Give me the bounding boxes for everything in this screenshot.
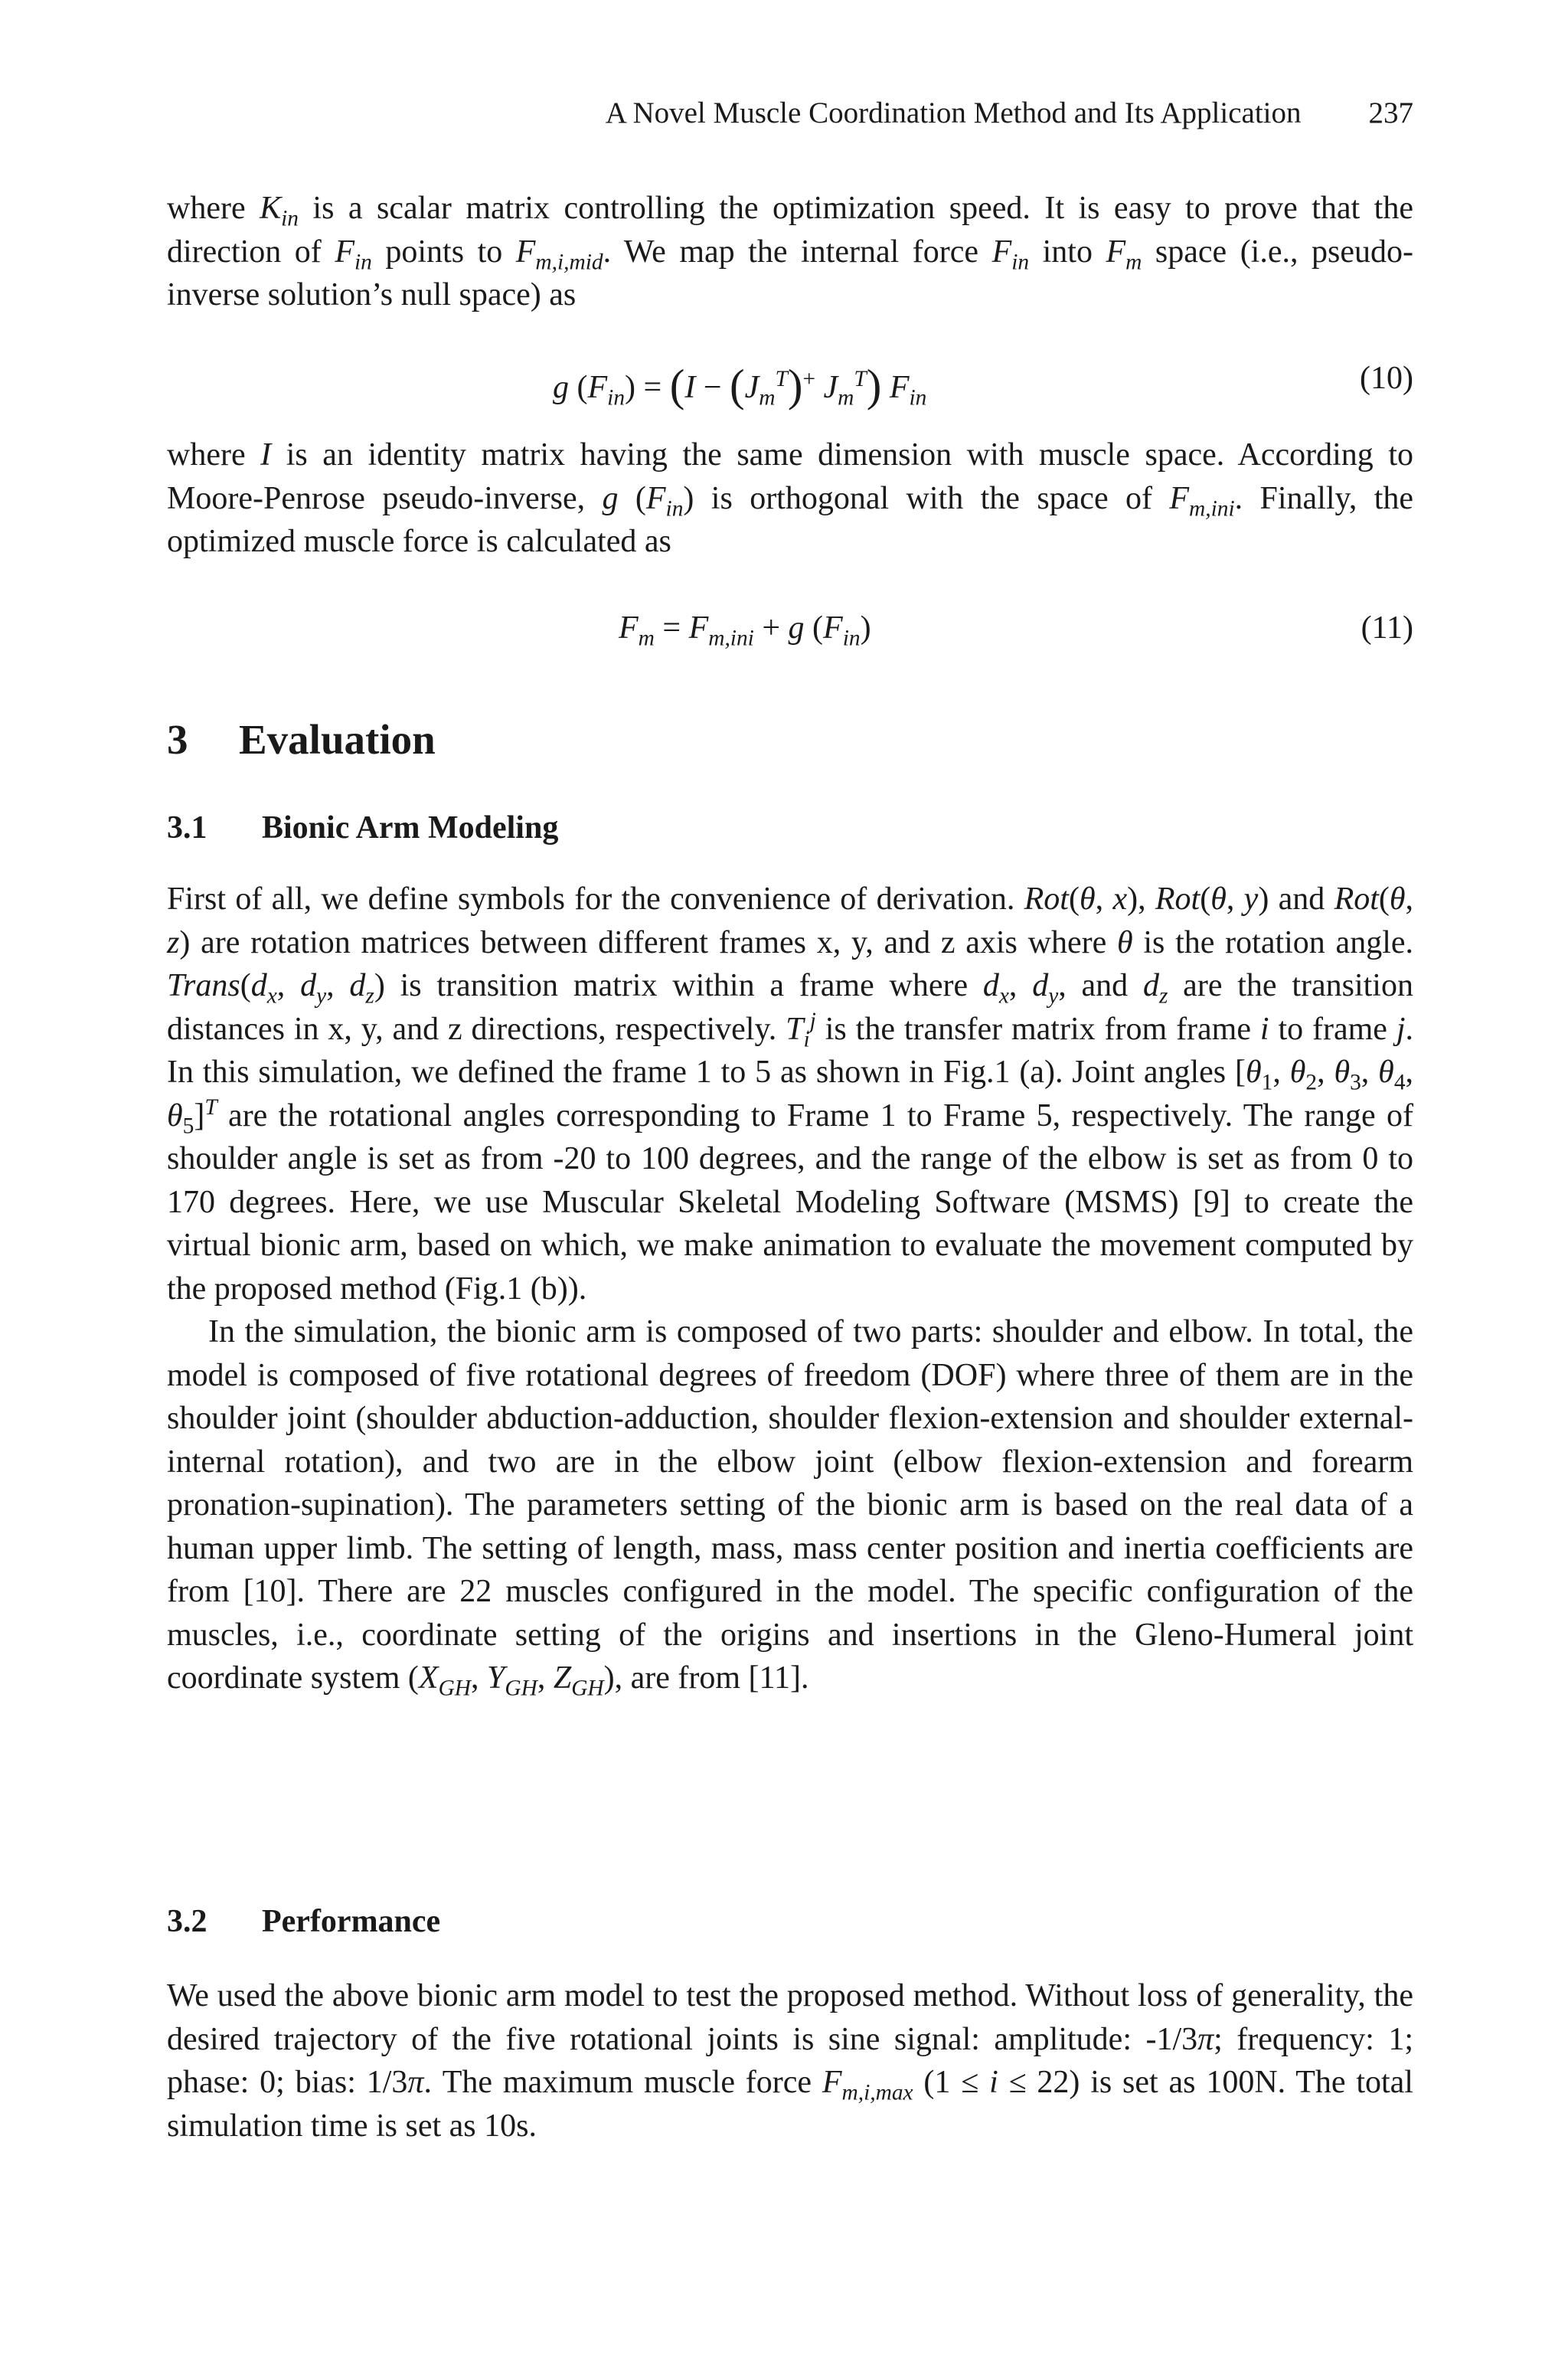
paragraph-text: We used the above bionic arm model to test the proposed method. Without loss of generality, the desired trajectory of the five rotational joints is sine signal: amplitude: -1/3π; frequency: 1; phase: 0; bias: 1/3π. The maximum muscle force $F_{m,i,max}$ (1 ≤ i ≤ 22) is set as 100N. The total simulation time is set as 10s. xyxy=(167,1978,1414,2144)
running-head-title: A Novel Muscle Coordination Method and Its Application xyxy=(605,96,1302,129)
equation-10-expression: g $(F_{in}) = (I - (J_m^T)^+$ $J_m^T$) $F_{in}$ xyxy=(553,361,927,411)
section-heading-3-1 xyxy=(167,812,558,844)
equation-11 xyxy=(167,610,1413,671)
paragraph-text: where I is an identity matrix having the same dimension with muscle space. According to Moore-Penrose pseudo-inverse, g $(F_{in})$ is orthogonal with the space of $F_{m,ini}$. Finally, the optimized muscle force is calculated as xyxy=(167,437,1414,559)
section-title: Performance xyxy=(262,1904,441,1939)
running-head xyxy=(167,98,1413,128)
equation-11-expression: $F_m = F_{m,ini} + g$ $(F_{in})$ xyxy=(619,610,871,651)
section-number: 3.2 xyxy=(167,1904,207,1939)
section-title: Bionic Arm Modeling xyxy=(262,810,559,846)
equation-10-number: (10) xyxy=(1360,361,1413,396)
section-number: 3.1 xyxy=(167,810,207,846)
section-number: 3 xyxy=(167,716,188,763)
section-title: Evaluation xyxy=(239,716,436,763)
page-number: 237 xyxy=(1368,96,1413,129)
paragraph-3 xyxy=(167,878,1413,1700)
section-heading-3 xyxy=(167,718,436,761)
paragraph-text: In the simulation, the bionic arm is composed of two parts: shoulder and elbow. In total, the model is composed of five rotational degrees of freedom (DOF) where three of them are in the shoulder joint (shoulder abduction-adduction, shoulder flexion-extension and shoulder external-internal rotation), and two are in the elbow joint (elbow flexion-extension and forearm pronation-supination). The parameters setting of the bionic arm is based on the real data of a human upper limb. The setting of length, mass, mass center position and inertia coefficients are from [10]. There are 22 muscles configured in the model. The specific configuration of the muscles, i.e., coordinate setting of the origins and insertions in the Gleno-Humeral joint coordinate system ($X_{GH}$, $Y_{GH}$, $Z_{GH}$), are from [11]. xyxy=(167,1314,1413,1701)
equation-11-number: (11) xyxy=(1361,610,1413,646)
paragraph-2 xyxy=(167,433,1413,564)
paragraph-text: First of all, we define symbols for the convenience of derivation. Rot(θ, x), Rot(θ, y) and Rot(θ, z) are rotation matrices between different frames x, y, and z axis where θ is the rotation angle. $Trans(d_x$, $d_y$, $d_z$) is transition matrix within a frame where $d_x$, $d_y$, and $d_z$ are the transition distances in x, y, and z directions, respectively. $T_i^j$ is the transfer matrix from frame i to frame j. In this simulation, we defined the frame 1 to 5 as shown in Fig.1 (a). Joint angles [$\theta_1$, $\theta_2$, $\theta_3$, $\theta_4$, $\theta_5]^T$ are the rotational angles corresponding to Frame 1 to Frame 5, respectively. The range of shoulder angle is set as from -20 to 100 degrees, and the range of the elbow is set as from 0 to 170 degrees. Here, we use Muscular Skeletal Modeling Software (MSMS) [9] to create the virtual bionic arm, based on which, we make animation to evaluate the movement computed by the proposed method (Fig.1 (b)). xyxy=(167,882,1414,1307)
paragraph-5 xyxy=(167,1974,1413,2147)
equation-10 xyxy=(167,360,1413,421)
paragraph-1 xyxy=(167,187,1413,317)
paragraph-text: where $K_{in}$ is a scalar matrix controlling the optimization speed. It is easy to prove that the direction of $F_{in}$ points to $F_{m,i,mid}$. We map the internal force $F_{in}$ into $F_m$ space (i.e., pseudo-inverse solution’s null space) as xyxy=(167,191,1413,312)
section-heading-3-2 xyxy=(167,1905,440,1938)
